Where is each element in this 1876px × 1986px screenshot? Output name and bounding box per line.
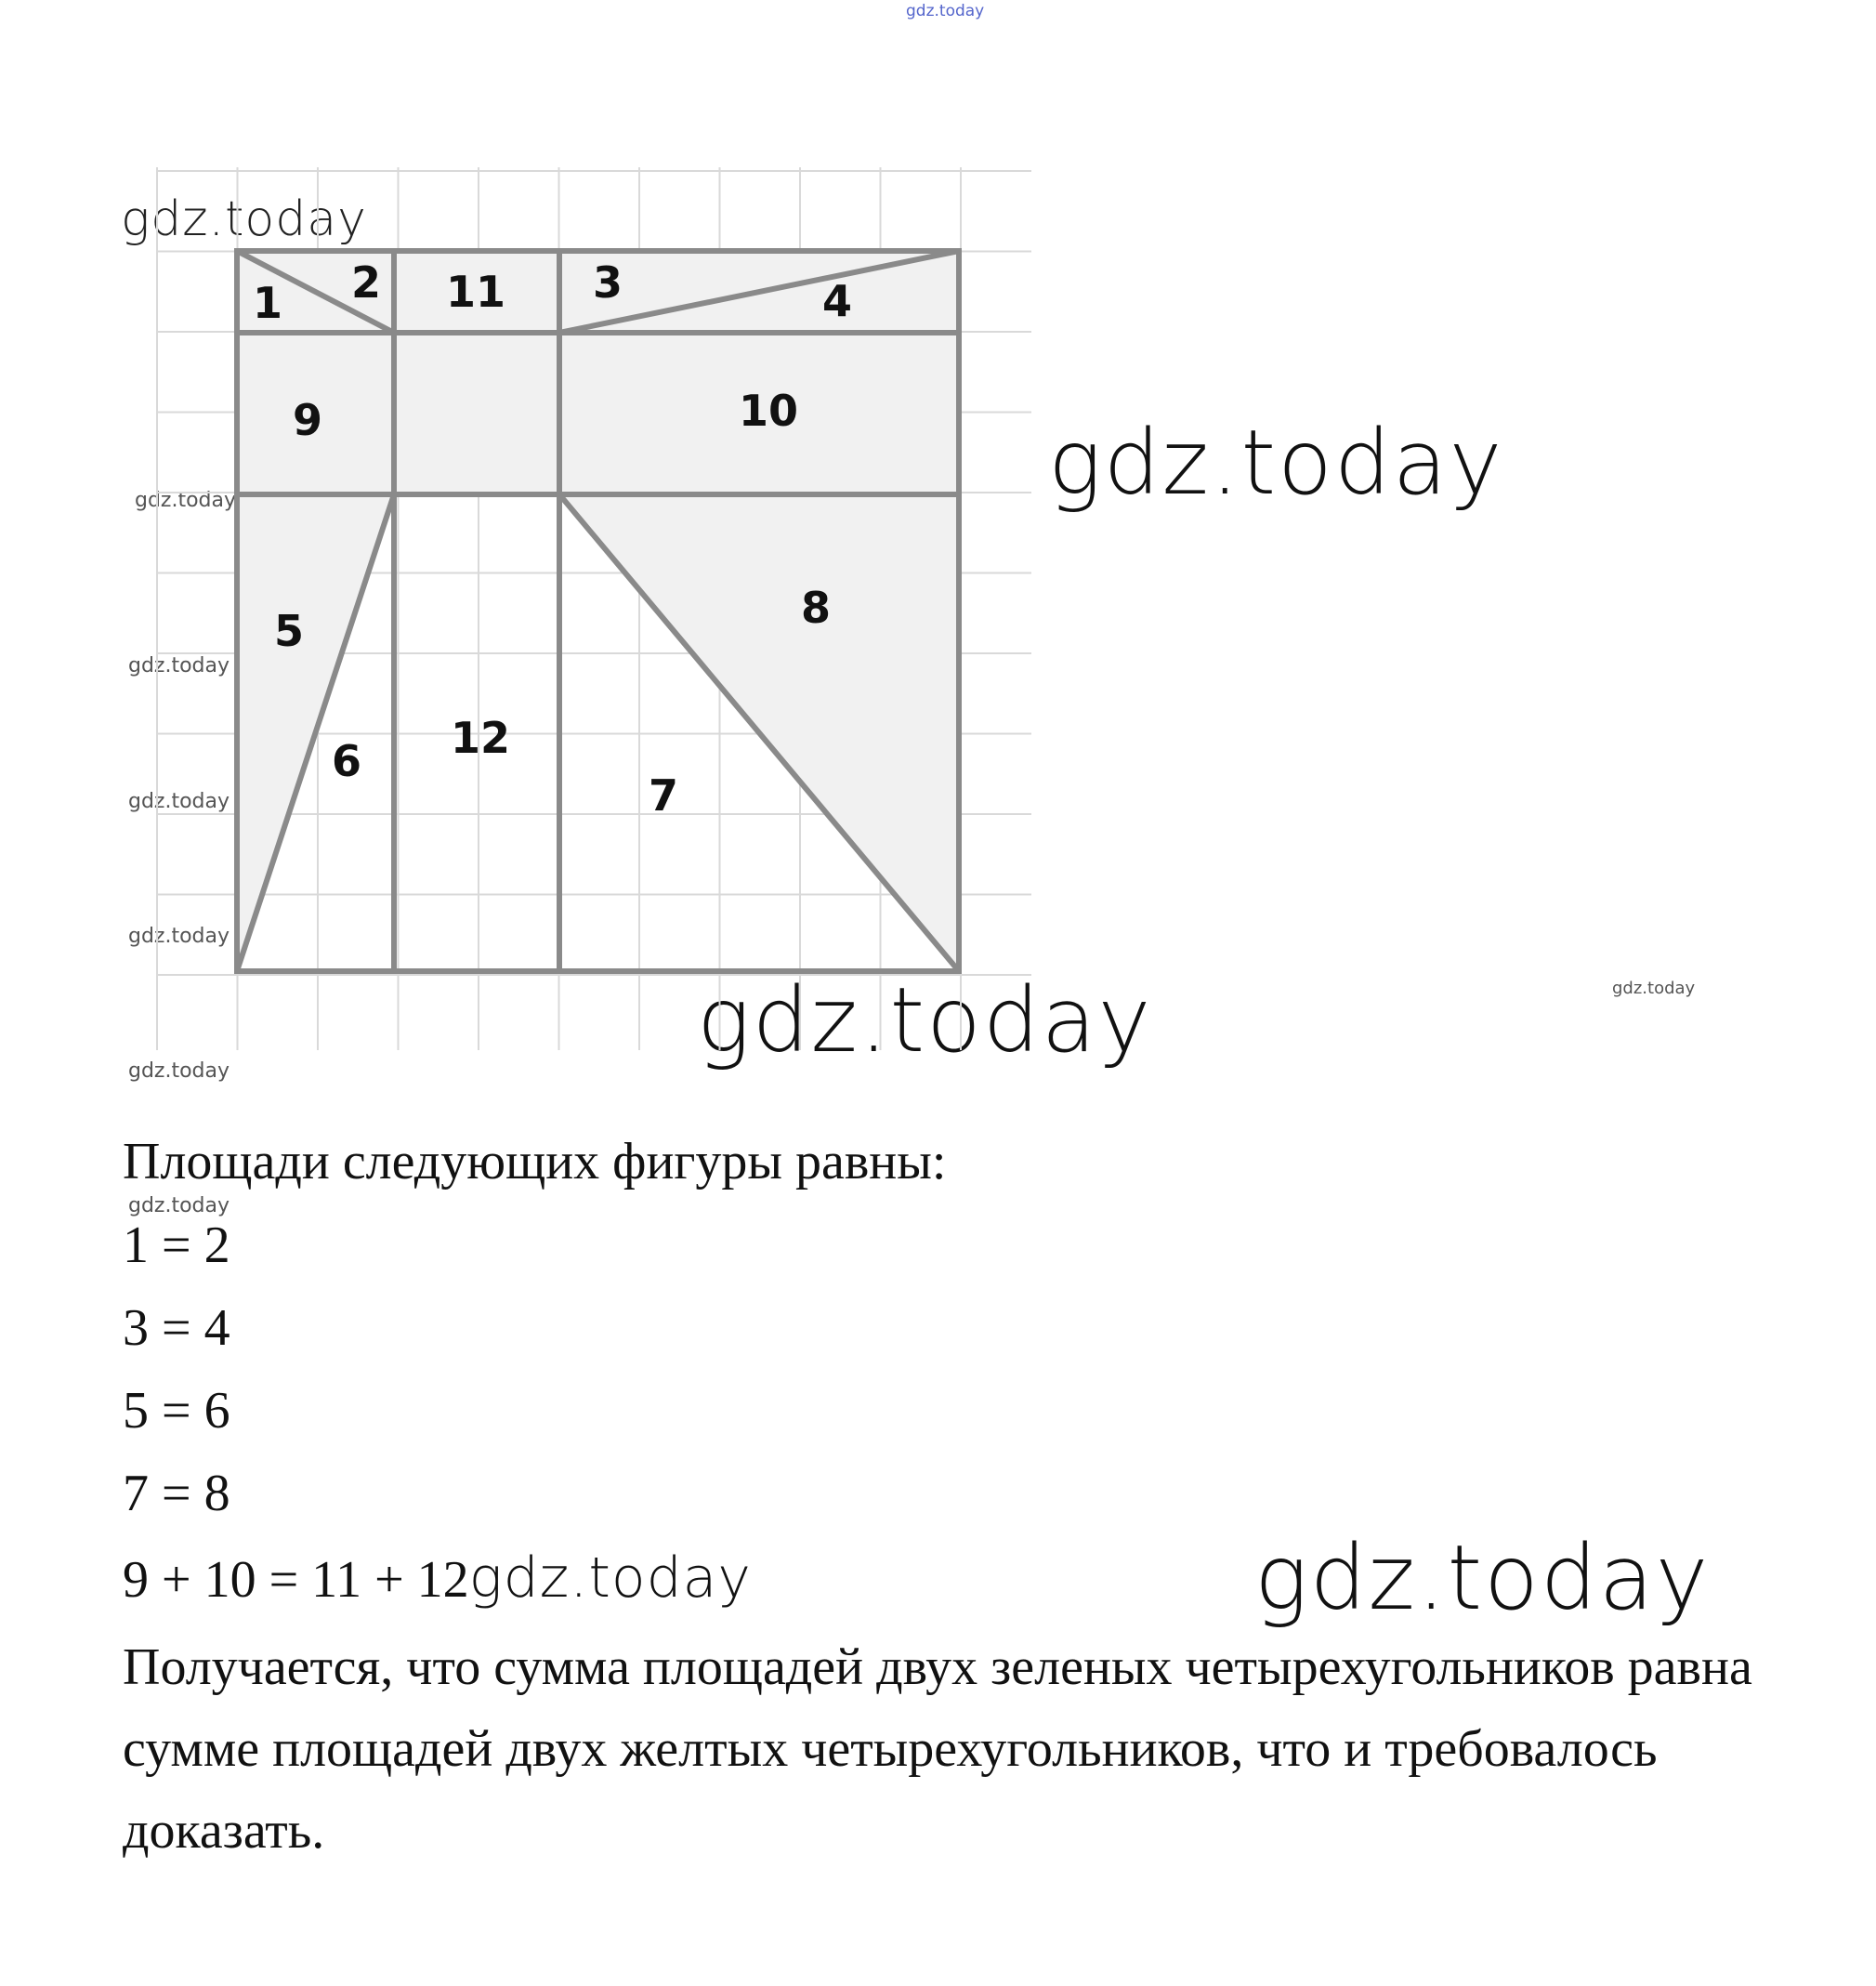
label-5: 5 (274, 606, 305, 656)
label-2: 2 (351, 257, 382, 308)
label-11: 11 (446, 267, 506, 317)
label-8: 8 (801, 583, 832, 633)
label-12: 12 (451, 713, 511, 763)
watermark-small: gdz.today (128, 1059, 230, 1083)
watermark-large: gdz.today (697, 968, 1153, 1072)
label-7: 7 (649, 770, 679, 821)
watermark-top: gdz.today (906, 2, 985, 20)
solution-heading: Площади следующих фигуры равны: (123, 1133, 947, 1190)
geometry-figure (139, 158, 1050, 1087)
watermark-small: gdz.today (128, 654, 230, 677)
conclusion-paragraph: Получается, что сумма площадей двух зеленых четырехугольников равна сумме площадей двух желтых четырехугольников, что и требовалось доказать. (123, 1638, 1752, 1860)
watermark-large: gdz.today (1048, 411, 1504, 515)
watermark-small: gdz.today (128, 1194, 230, 1217)
watermark-large: gdz.today (1254, 1526, 1711, 1630)
label-9: 9 (293, 395, 323, 445)
equation-text: 9 + 10 = 11 + 12 (123, 1551, 469, 1609)
label-1: 1 (253, 278, 283, 328)
watermark-small: gdz.today (1612, 979, 1696, 998)
equation-line-with-watermark (123, 1545, 752, 1611)
watermark-small: gdz.today (128, 925, 230, 948)
label-6: 6 (332, 736, 362, 786)
watermark-inline: gdz.today (468, 1545, 752, 1611)
label-10: 10 (739, 386, 799, 436)
shaded-regions (237, 251, 959, 971)
watermark-small: gdz.today (135, 489, 237, 512)
equation-line: 3 = 4 (123, 1299, 230, 1357)
label-4: 4 (822, 276, 853, 326)
equation-line: 1 = 2 (123, 1217, 230, 1274)
equation-line: 5 = 6 (123, 1382, 230, 1440)
watermark-small: gdz.today (128, 790, 230, 813)
watermark: gdz.today (121, 191, 367, 247)
label-3: 3 (593, 257, 623, 308)
equation-line: 7 = 8 (123, 1465, 230, 1522)
